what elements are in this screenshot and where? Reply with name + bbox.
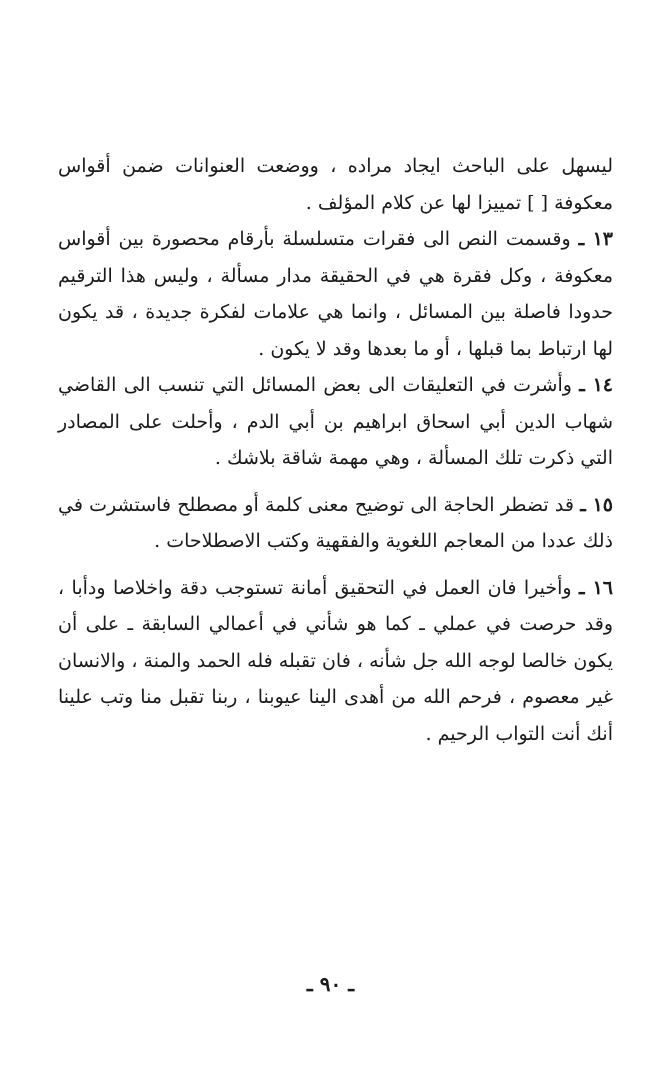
paragraph-number: ١٣ ـ <box>578 228 614 250</box>
paragraph-number: ١٥ ـ <box>580 493 613 516</box>
paragraph-text: ليسهل على الباحث ايجاد مراده ، ووضعت العنوانات ضمن أقواس معكوفة [ ] تمييزا لها عن كلام المؤلف . <box>58 155 613 214</box>
paragraph-text: وأشرت في التعليقات الى بعض المسائل التي تنسب الى القاضي شهاب الدين أبي اسحاق ابراهيم بن أبي الدم ، وأحلت على المصادر التي ذكرت تلك المسألة ، وهي مهمة شاقة بلاشك . <box>58 374 613 469</box>
paragraph-14 <box>58 367 613 477</box>
paragraph-text: وأخيرا فان العمل في التحقيق أمانة تستوجب دقة واخلاصا ودأبا ، وقد حرصت في عملي ـ كما هو شأني في أعمالي السابقة ـ على أن يكون خالصا لوجه الله جل شأنه ، فان تقبله فله الحمد والمنة ، والانسان غير معصوم ، فرحم الله من أهدى الينا عيوبنا ، ربنا تقبل منا وتب علينا أنك أنت التواب الرحيم . <box>58 576 613 745</box>
paragraph-number: ١٤ ـ <box>579 374 614 396</box>
body-text <box>58 148 613 752</box>
paragraph-15 <box>58 487 613 560</box>
paragraph-number: ١٦ ـ <box>579 576 614 599</box>
paragraph-13 <box>58 221 613 367</box>
paragraph-continuation <box>58 148 613 221</box>
paragraph-text: قد تضطر الحاجة الى توضيح معنى كلمة أو مصطلح فاستشرت في ذلك عددا من المعاجم اللغوية والفقهية وكتب الاصطلاحات . <box>58 493 613 552</box>
page-number: ـ ٩٠ ـ <box>306 972 355 996</box>
paragraph-16 <box>58 570 613 753</box>
paragraph-text: وقسمت النص الى فقرات متسلسلة بأرقام محصورة بين أقواس معكوفة ، وكل فقرة هي في الحقيقة مدار مسألة ، وليس هذا الترقيم حدودا فاصلة بين المسائل ، وانما هي علامات لفكرة جديدة ، قد يكون لها ارتباط بما قبلها ، أو ما بعدها وقد لا يكون . <box>58 228 613 360</box>
